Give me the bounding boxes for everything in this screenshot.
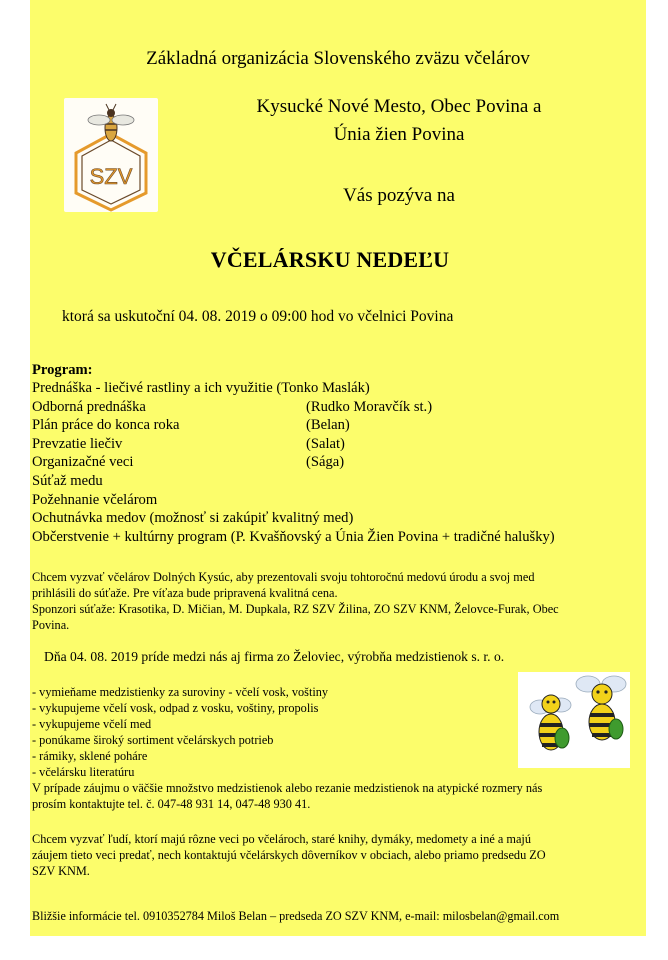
firm-bullet: - včelársku literatúru bbox=[32, 765, 135, 779]
contest-line-2: prihlásili do súťaže. Pre víťaza bude pripravená kvalitná cena. bbox=[32, 586, 338, 600]
program-item bbox=[32, 473, 644, 492]
program-item bbox=[32, 399, 644, 418]
program-list bbox=[32, 380, 644, 547]
partners-line-1: Kysucké Nové Mesto, Obec Povina a bbox=[256, 96, 542, 117]
program-item-label: Požehnanie včelárom bbox=[32, 491, 158, 508]
contest-line-1: Chcem vyzvať včelárov Dolných Kysúc, aby prezentovali svoju tohtoročnú medovú úrodu a svoj med bbox=[32, 570, 535, 584]
firm-bullet: - vykupujeme včelí vosk, odpad z vosku, voštiny, propolis bbox=[32, 701, 319, 715]
program-item-label: Odborná prednáška bbox=[32, 398, 146, 415]
bee-icon bbox=[64, 98, 158, 212]
footer-info: Bližšie informácie tel. 0910352784 Miloš Belan – predseda ZO SZV KNM, e-mail: milosbelan@gmail.com bbox=[32, 909, 560, 923]
invite-text: Vás pozýva na bbox=[343, 185, 455, 206]
program-item-label: Organizačné veci bbox=[32, 454, 134, 471]
program-item bbox=[32, 454, 644, 473]
program-item-label: Plán práce do konca roka bbox=[32, 417, 180, 434]
bee-cartoon-icon bbox=[518, 672, 630, 768]
program-item bbox=[32, 436, 644, 455]
program-heading: Program: bbox=[32, 362, 93, 378]
firm-bullet: - vykupujeme včelí med bbox=[32, 717, 152, 731]
program-item bbox=[32, 380, 644, 399]
event-when: ktorá sa uskutoční 04. 08. 2019 o 09:00 hod vo včelnici Povina bbox=[62, 308, 454, 325]
logo-text: SZV bbox=[89, 164, 133, 189]
firm-intro: Dňa 04. 08. 2019 príde medzi nás aj firma zo Želoviec, výrobňa medzistienok s. r. o. bbox=[44, 649, 505, 664]
firm-contact-line-2: prosím kontaktujte tel. č. 047-48 931 14, 047-48 930 41. bbox=[32, 797, 311, 811]
program-item-label: Prevzatie liečiv bbox=[32, 435, 123, 452]
event-title: VČELÁRSKU NEDEĽU bbox=[210, 247, 450, 272]
firm-contact-line-1: V prípade záujmu o väčšie množstvo medzistienok alebo rezanie medzistienok na atypické rozmery nás bbox=[32, 781, 543, 795]
program-item-speaker: (Rudko Moravčík st.) bbox=[306, 398, 433, 415]
appeal-line-2: záujem tieto veci predať, nech kontaktujú včelárskych dôverníkov v obciach, alebo priamo predsedu ZO bbox=[32, 848, 546, 862]
program-item bbox=[32, 529, 644, 548]
firm-bullets bbox=[32, 684, 502, 780]
appeal-line-3: SZV KNM. bbox=[32, 864, 90, 878]
org-line: Základná organizácia Slovenského zväzu včelárov bbox=[146, 48, 530, 69]
firm-bullet: - rámiky, sklené poháre bbox=[32, 749, 148, 763]
szv-logo bbox=[64, 98, 158, 212]
appeal-line-1: Chcem vyzvať ľudí, ktorí majú rôzne veci po včelároch, staré knihy, dymáky, medomety a iné a majú bbox=[32, 832, 532, 846]
program-item-label: Ochutnávka medov (možnosť si zakúpiť kvalitný med) bbox=[32, 510, 354, 527]
program-item bbox=[32, 510, 644, 529]
program-item-speaker: (Belan) bbox=[306, 417, 350, 434]
partners-line-2: Únia žien Povina bbox=[333, 124, 465, 145]
program-item-label: Súťaž medu bbox=[32, 472, 103, 489]
program-item-speaker: (Salat) bbox=[306, 435, 345, 452]
program-item-speaker: (Sága) bbox=[306, 454, 345, 471]
firm-bullet: - ponúkame široký sortiment včelárskych potrieb bbox=[32, 733, 274, 747]
program-item bbox=[32, 492, 644, 511]
flyer-page bbox=[30, 0, 646, 936]
sponsors-line: Sponzori súťaže: Krasotika, D. Mičian, M. Dupkala, RZ SZV Žilina, ZO SZV KNM, Želovce-Furak, Obec bbox=[32, 602, 559, 616]
program-item bbox=[32, 417, 644, 436]
program-item-label: Prednáška - liečivé rastliny a ich využitie (Tonko Maslák) bbox=[32, 380, 370, 396]
program-item-label: Občerstvenie + kultúrny program (P. Kvašňovský a Únia Žien Povina + tradičné halušky) bbox=[32, 528, 555, 545]
contest-line-4: Povina. bbox=[32, 618, 70, 632]
firm-bullet: - vymieňame medzistienky za suroviny - včelí vosk, voštiny bbox=[32, 685, 329, 699]
